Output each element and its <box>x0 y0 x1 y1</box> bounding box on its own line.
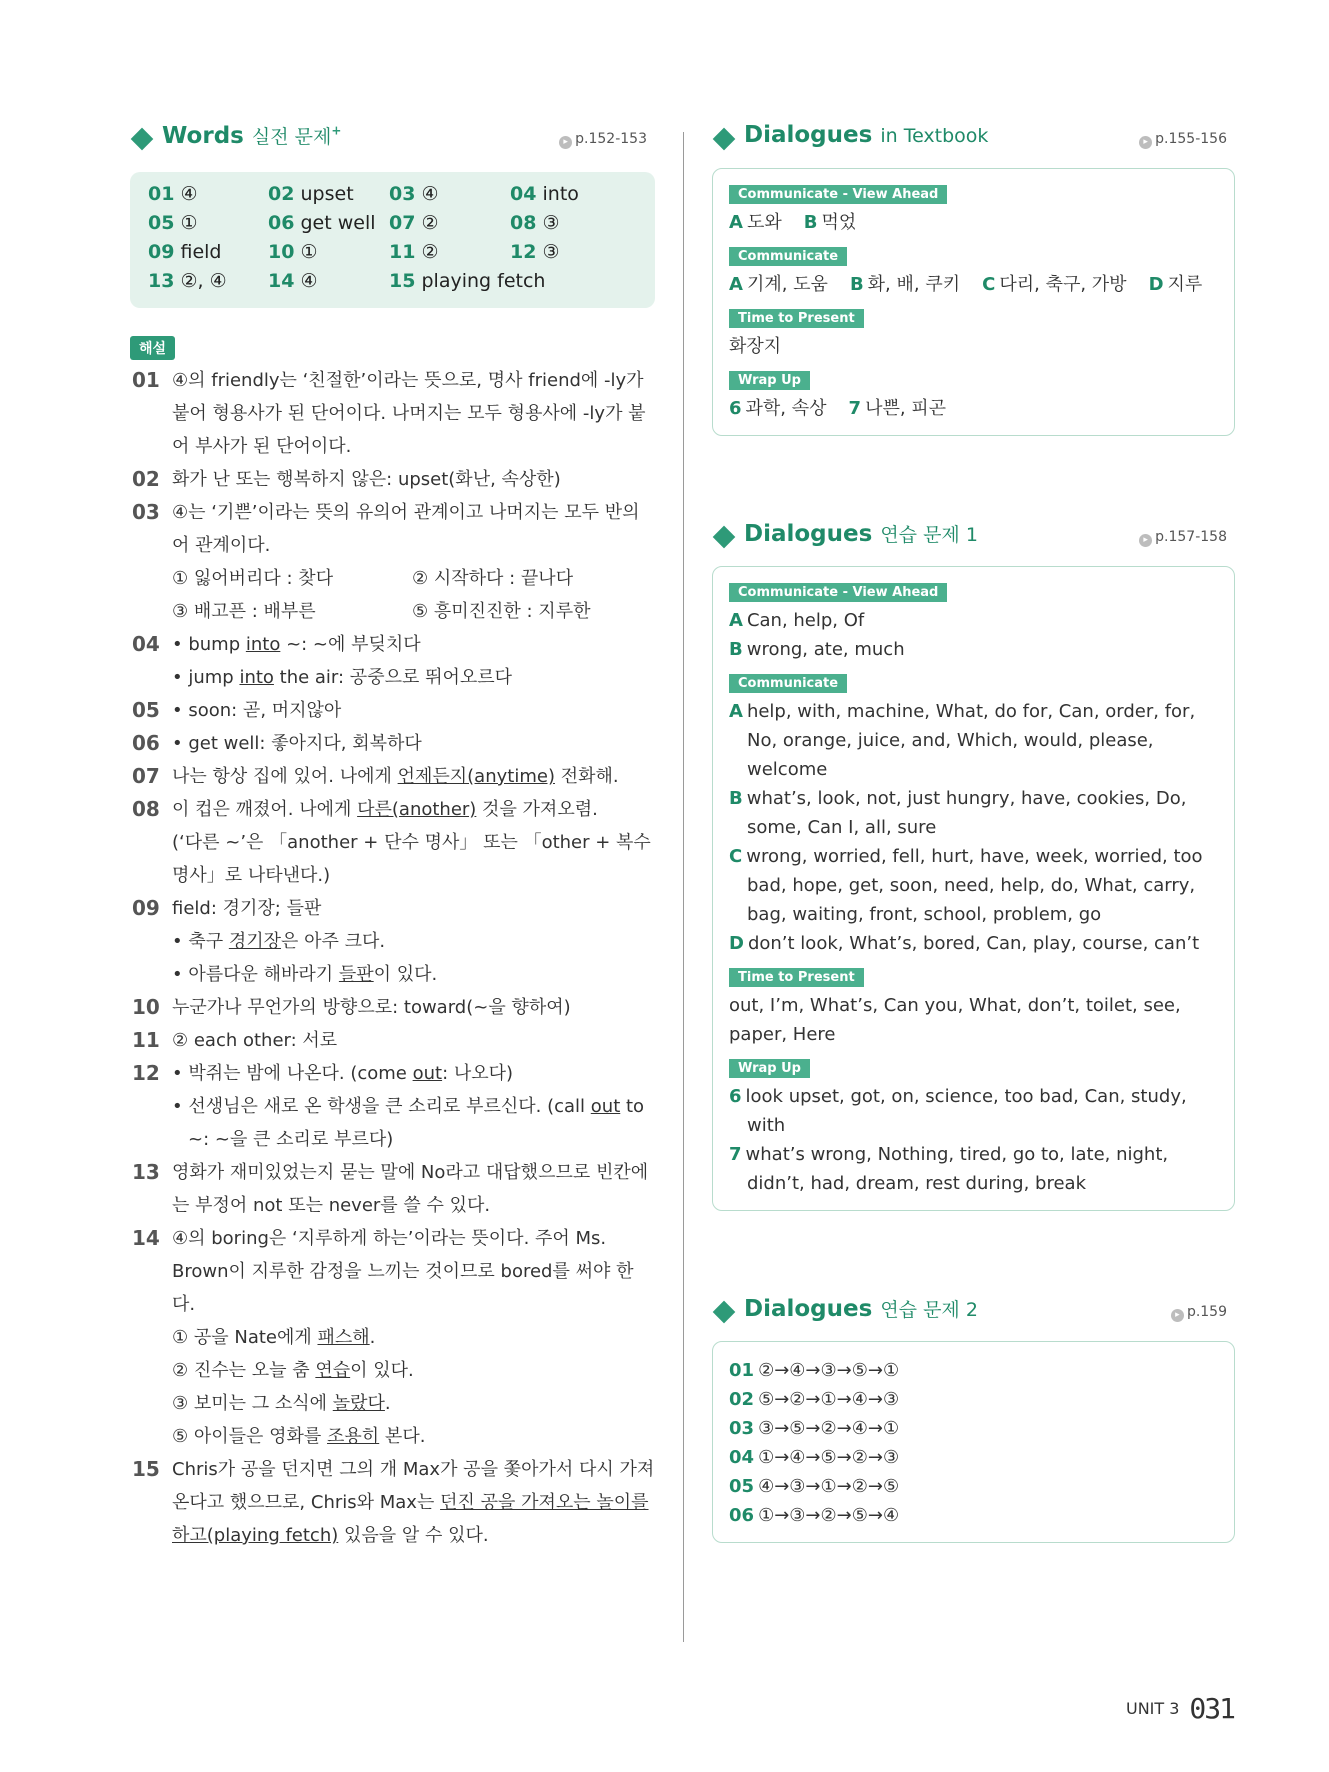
answer-item: 04 into <box>510 183 579 205</box>
answer-item: 15 playing fetch <box>389 270 546 292</box>
explanation-item: 13 영화가 재미있었는지 묻는 말에 No라고 대답했으므로 빈칸에는 부정어 not 또는 never를 쓸 수 있다. <box>132 1160 649 1216</box>
tag-label: Communicate - View Ahead <box>729 583 947 602</box>
dialogues-textbook-section <box>712 118 1235 436</box>
words-section <box>130 118 655 1552</box>
explanation-item: 01 ④의 friendly는 ‘친절한’이라는 뜻으로, 명사 friend에 -ly가 붙어 형용사가 된 단어이다. 나머지는 모두 형용사에 -ly가 붙어 부사가 된 단어이다. <box>132 368 646 457</box>
answer-panel: Communicate - View Ahead A Can, help, Of B wrong, ate, much Communicate A help, with, machine, What, do for, Can, order, for, No, orange, juice, and, Which, would, please, welcome B what’s, look, not, just hungry, have, cookies, Do, some, Can I, all, sure C wrong, worried, fell, hurt, have, week, worried, too bad, hope, get, soon, need, help, do, What, carry, bag, waiting, front, school, problem, go D don’t look, What’s, bored, Can, play, course, can’t Time to Present out, I’m, What’s, Can you, What, don’t, toilet, see, paper, Here Wrap Up 6 look upset, got, on, science, too bad, Can, study, with 7 what’s wrong, Nothing, tired, go to, late, night, didn’t, had, dream, rest during, break <box>712 566 1235 1211</box>
answer-item: 03 ④ <box>389 183 439 205</box>
page-ref: ▸ p.155-156 <box>1139 131 1227 149</box>
sequence-item: 04 ①→④→⑤→②→③ <box>729 1447 900 1468</box>
diamond-icon <box>713 1301 736 1324</box>
dialogues-column <box>712 118 1235 1543</box>
answer-box <box>130 172 655 308</box>
answer-item: 08 ③ <box>510 212 560 234</box>
answer-item: 12 ③ <box>510 241 560 263</box>
answer-item: 05 ① <box>148 212 198 234</box>
explanation-item: 11 ② each other: 서로 <box>132 1028 338 1052</box>
tag-label: Wrap Up <box>729 1059 810 1078</box>
column-divider <box>683 132 684 1642</box>
page-footer <box>1126 1692 1234 1725</box>
explanation-item: 09 field: 경기장; 들판 • 축구 경기장은 아주 크다. • 아름다운 해바라기 들판이 있다. <box>132 896 438 985</box>
dialogues-practice1-section <box>712 516 1235 1211</box>
explanation-item: 02 화가 난 또는 행복하지 않은: upset(화난, 속상한) <box>132 467 561 491</box>
answer-panel: Communicate - View Ahead A 도와 B 먹었 Communicate A 기계, 도움 B 화, 배, 쿠키 C 다리, 축구, 가방 D 지루 Time to Present 화장지 Wrap Up 6 과학, 속상 7 나쁜, 피곤 <box>712 168 1235 436</box>
sequence-item: 06 ①→③→②→⑤→④ <box>729 1505 900 1526</box>
sequence-item: 01 ②→④→③→⑤→① <box>729 1360 900 1381</box>
sequence-item: 02 ⑤→②→①→④→③ <box>729 1389 900 1410</box>
explanation-badge: 해설 <box>130 336 175 360</box>
explanation-item: 10 누군가나 무언가의 방향으로: toward(~을 향하여) <box>132 995 571 1019</box>
diamond-icon <box>131 128 154 151</box>
explanation-item: 07 나는 항상 집에 있어. 나에게 언제든지(anytime) 전화해. <box>132 764 619 788</box>
arrow-icon: ▸ <box>1171 1309 1184 1322</box>
page-ref: ▸ p.157-158 <box>1139 529 1227 547</box>
section-title: Dialogues 연습 문제 1 <box>744 521 978 547</box>
diamond-icon <box>713 128 736 151</box>
choice-list: ① 잃어버리다 : 찾다 ② 시작하다 : 끝나다 ③ 배고픈 : 배부른 ⑤ 흥미진진한 : 지루한 <box>172 568 591 622</box>
section-header <box>712 1291 1235 1331</box>
answer-item: 11 ② <box>389 241 439 263</box>
answer-item: 14 ④ <box>268 270 318 292</box>
explanation-item: 14 ④의 boring은 ‘지루하게 하는’이라는 뜻이다. 주어 Ms. Brown이 지루한 감정을 느끼는 것이므로 bored를 써야 한다. ① 공을 Nate에게 패스해. ② 진수는 오늘 춤 연습이 있다. ③ 보미는 그 소식에 놀랐다. ⑤ 아이들은 영화를 조용히 본다. <box>132 1226 634 1447</box>
section-header <box>712 118 1235 158</box>
explanation-item: 12 • 박쥐는 밤에 나온다. (come out: 나오다) • 선생님은 새로 온 학생을 큰 소리로 부르신다. (call out to ~: ~을 큰 소리로 부르다) <box>132 1061 645 1150</box>
explanation-item: 04 • bump into ~: ~에 부딪치다 • jump into the air: 공중으로 뛰어오르다 <box>132 632 513 688</box>
section-header <box>712 516 1235 556</box>
page-ref: ▸ p.159 <box>1171 1304 1227 1322</box>
answer-item: 13 ②, ④ <box>148 270 227 292</box>
arrow-icon: ▸ <box>559 136 572 149</box>
explanation-item: 05 • soon: 곧, 머지않아 <box>132 698 342 722</box>
tag-label: Communicate <box>729 674 847 693</box>
explanation-item: 03 ④는 ‘기쁜’이라는 뜻의 유의어 관계이고 나머지는 모두 반의어 관계이다. ① 잃어버리다 : 찾다 ② 시작하다 : 끝나다 ③ 배고픈 : 배부른 ⑤ 흥미진진한 : 지루한 <box>130 496 655 628</box>
explanations <box>130 364 655 1552</box>
arrow-icon: ▸ <box>1139 534 1152 547</box>
tag-label: Communicate <box>729 247 847 266</box>
sequence-panel <box>712 1341 1235 1543</box>
words-header <box>130 118 655 158</box>
page-number: 031 <box>1189 1692 1234 1725</box>
explanation-item: 08 이 컵은 깨졌어. 나에게 다른(another) 것을 가져오렴. (‘다른 ~’은 「another + 단수 명사」 또는 「other + 복수 명사」로 나타낸다.) <box>132 797 651 886</box>
answer-item: 09 field <box>148 241 222 263</box>
section-title: Words 실전 문제+ <box>162 123 342 149</box>
sequence-item: 05 ④→③→①→②→⑤ <box>729 1476 900 1497</box>
section-title: Dialogues in Textbook <box>744 122 989 148</box>
tag-label: Communicate - View Ahead <box>729 185 947 204</box>
answer-item: 07 ② <box>389 212 439 234</box>
sequence-item: 03 ③→⑤→②→④→① <box>729 1418 900 1439</box>
tag-label: Wrap Up <box>729 371 810 390</box>
answer-item: 02 upset <box>268 183 354 205</box>
tag-label: Time to Present <box>729 968 864 987</box>
explanation-item: 06 • get well: 좋아지다, 회복하다 <box>132 731 422 755</box>
dialogues-practice2-section <box>712 1291 1235 1543</box>
diamond-icon <box>713 526 736 549</box>
explanation-item: 15 Chris가 공을 던지면 그의 개 Max가 공을 쫓아가서 다시 가져온다고 했으므로, Chris와 Max는 던진 공을 가져오는 놀이를 하고(playing fetch) 있음을 알 수 있다. <box>132 1457 655 1546</box>
answer-grid <box>148 182 637 294</box>
answer-item: 10 ① <box>268 241 318 263</box>
page-ref: ▸ p.152-153 <box>559 131 647 149</box>
section-title: Dialogues 연습 문제 2 <box>744 1296 978 1322</box>
unit-label: UNIT 3 <box>1125 1699 1180 1718</box>
answer-item: 06 get well <box>268 212 376 234</box>
arrow-icon: ▸ <box>1139 136 1152 149</box>
tag-label: Time to Present <box>729 309 864 328</box>
answer-item: 01 ④ <box>148 183 198 205</box>
